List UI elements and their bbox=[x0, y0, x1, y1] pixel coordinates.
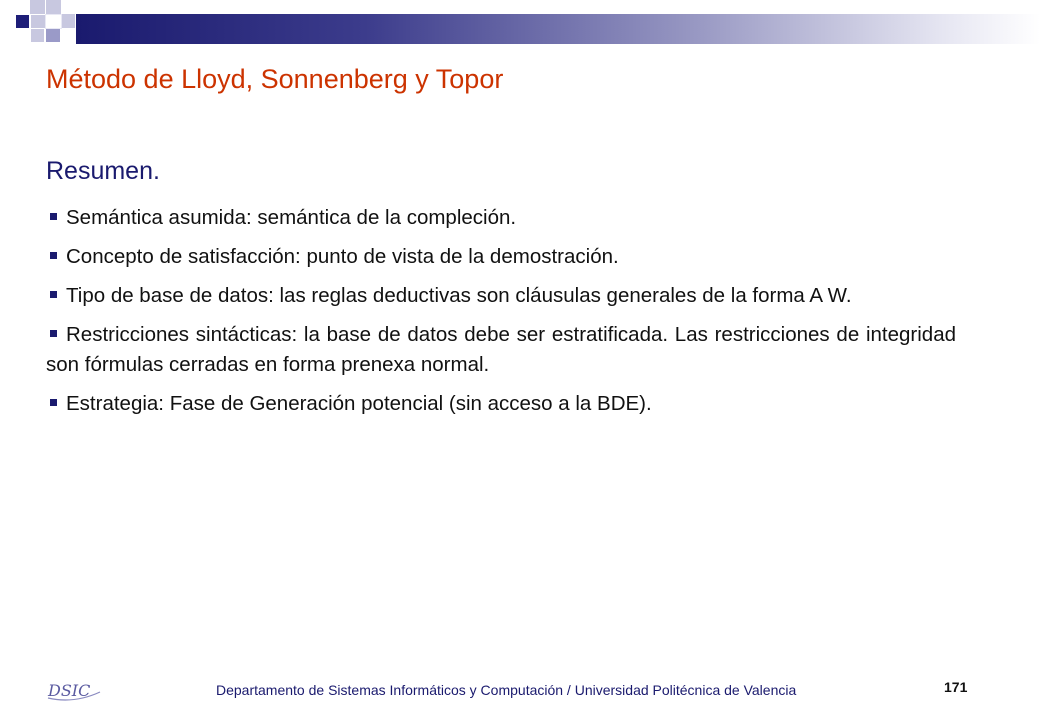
decor-square bbox=[31, 29, 44, 42]
bullet-text: Tipo de base de datos: las reglas deductivas son cláusulas generales de la forma A bbox=[66, 284, 822, 307]
slide-title: Método de Lloyd, Sonnenberg y Topor bbox=[46, 64, 504, 94]
bullet-text: Semántica asumida: semántica de la compleción. bbox=[66, 206, 517, 229]
dsic-logo bbox=[46, 674, 102, 709]
decor-square bbox=[46, 0, 61, 14]
logo-text: DSIC bbox=[48, 681, 91, 700]
bullet-list bbox=[46, 203, 956, 428]
decor-square bbox=[16, 15, 29, 28]
decor-square bbox=[46, 29, 60, 42]
list-item bbox=[46, 320, 956, 380]
page-number: 171 bbox=[944, 679, 968, 695]
decor-square bbox=[62, 14, 75, 28]
bullet-square-icon bbox=[50, 213, 57, 220]
list-item bbox=[46, 389, 956, 419]
dsic-logo-mark bbox=[46, 674, 102, 704]
slide-subtitle: Resumen. bbox=[46, 157, 160, 185]
footer-department: Departamento de Sistemas Informáticos y Computación / Universidad Politécnica de Valencia bbox=[216, 682, 797, 698]
list-item bbox=[46, 242, 956, 272]
bullet-text: Restricciones sintácticas: la base de datos debe ser estratificada. Las restricciones de integridad son fórmulas cerradas en forma prenexa normal. bbox=[46, 323, 956, 376]
bullet-square-icon bbox=[50, 291, 57, 298]
bullet-square-icon bbox=[50, 330, 57, 337]
decor-square bbox=[46, 15, 61, 28]
bullet-text-tail: W. bbox=[821, 284, 852, 307]
list-item bbox=[46, 203, 956, 233]
bullet-square-icon bbox=[50, 252, 57, 259]
bullet-square-icon bbox=[50, 399, 57, 406]
list-item bbox=[46, 281, 956, 311]
decor-square bbox=[31, 15, 45, 28]
bullet-text: Estrategia: Fase de Generación potencial (sin acceso a la BDE). bbox=[66, 392, 652, 415]
bullet-text: Concepto de satisfacción: punto de vista de la demostración. bbox=[66, 245, 619, 268]
header-gradient-bar bbox=[76, 14, 1040, 44]
decor-square bbox=[30, 0, 45, 14]
